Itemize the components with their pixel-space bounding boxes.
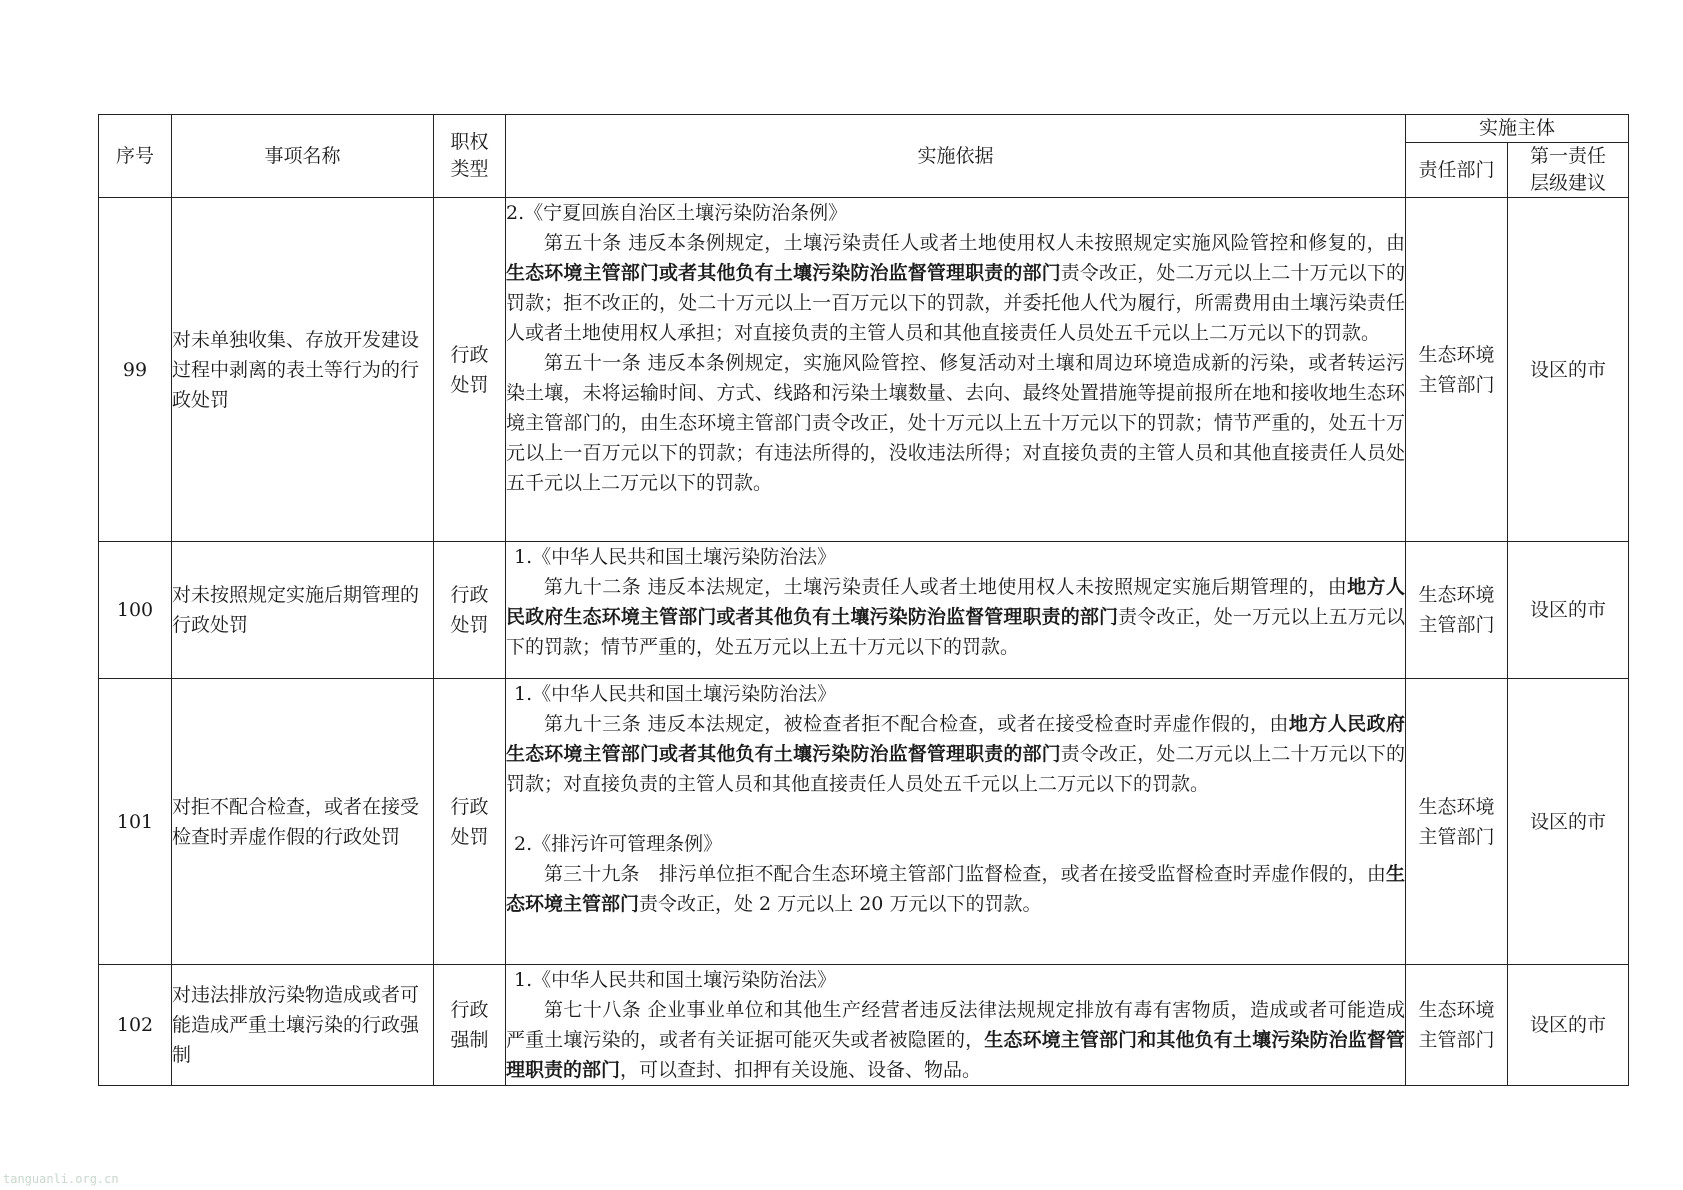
article-text: 第九十三条 违反本法规定，被检查者拒不配合检查，或者在接受检查时弄虚作假的，由地方人民政府生态环境主管部门或者其他负有土壤污染防治监督管理职责的部门责令改正，处二万元以上二十万元以下的罚款；对直接负责的主管人员和其他直接责任人员处五千元以上二万元以下的罚款。 <box>506 713 1405 795</box>
article-text: 第九十二条 违反本法规定，土壤污染责任人或者土地使用权人未按照规定实施后期管理的，由地方人民政府生态环境主管部门或者其他负有土壤污染防治监督管理职责的部门责令改正，处一万元以上五万元以下的罚款；情节严重的，处五万元以上五十万元以下的罚款。 <box>506 576 1405 658</box>
table-row <box>99 542 1629 679</box>
article-text: 第七十八条 企业事业单位和其他生产经营者违反法律法规规定排放有毒有害物质，造成或者可能造成严重土壤污染的，或者有关证据可能灭失或者被隐匿的，生态环境主管部门和其他负有土壤污染防治监督管理职责的部门，可以查封、扣押有关设施、设备、物品。 <box>506 999 1405 1081</box>
row-power-type: 行政 强制 <box>434 965 506 1086</box>
row-basis <box>506 965 1406 1086</box>
row-seq: 101 <box>99 679 172 965</box>
article-text: 第五十一条 违反本条例规定，实施风险管控、修复活动对土壤和周边环境造成新的污染，或者转运污染土壤，未将运输时间、方式、线路和污染土壤数量、去向、最终处置措施等提前报所在地和接收地生态环境主管部门的，由生态环境主管部门责令改正，处十万元以上五十万元以下的罚款；情节严重的，处五十万元以上一百万元以下的罚款；有违法所得的，没收违法所得；对直接负责的主管人员和其他直接责任人员处五千元以上二万元以下的罚款。 <box>506 352 1405 494</box>
row-dept: 生态环境 主管部门 <box>1406 679 1508 965</box>
row-level: 设区的市 <box>1508 965 1629 1086</box>
table-row <box>99 679 1629 965</box>
header-basis: 实施依据 <box>506 115 1406 198</box>
law-title: 1.《中华人民共和国土壤污染防治法》 <box>514 969 837 991</box>
header-seq: 序号 <box>99 115 172 198</box>
row-seq: 99 <box>99 198 172 542</box>
watermark: tanguanli.org.cn <box>3 1172 119 1186</box>
article-text: 第五十条 违反本条例规定，土壤污染责任人或者土地使用权人未按照规定实施风险管控和修复的，由生态环境主管部门或者其他负有土壤污染防治监督管理职责的部门责令改正，处二万元以上二十万元以下的罚款；拒不改正的，处二十万元以上一百万元以下的罚款，并委托他人代为履行，所需费用由土壤污染责任人或者土地使用权人承担；对直接负责的主管人员和其他直接责任人员处五千元以上二万元以下的罚款。 <box>506 232 1405 344</box>
law-title: 1.《中华人民共和国土壤污染防治法》 <box>514 546 837 568</box>
row-level: 设区的市 <box>1508 198 1629 542</box>
row-power-type: 行政 处罚 <box>434 542 506 679</box>
table-row <box>99 198 1629 542</box>
row-seq: 100 <box>99 542 172 679</box>
row-item-name: 对违法排放污染物造成或者可能造成严重土壤污染的行政强制 <box>172 965 434 1086</box>
row-basis <box>506 679 1406 965</box>
enforcement-table <box>98 114 1629 1086</box>
row-dept: 生态环境 主管部门 <box>1406 965 1508 1086</box>
table-header <box>99 115 1629 198</box>
header-subject: 实施主体 <box>1406 115 1629 143</box>
row-power-type: 行政 处罚 <box>434 679 506 965</box>
law-title: 2.《宁夏回族自治区土壤污染防治条例》 <box>506 202 848 224</box>
header-type: 职权 类型 <box>434 115 506 198</box>
row-item-name: 对未单独收集、存放开发建设过程中剥离的表土等行为的行政处罚 <box>172 198 434 542</box>
row-seq: 102 <box>99 965 172 1086</box>
row-level: 设区的市 <box>1508 679 1629 965</box>
header-level: 第一责任 层级建议 <box>1508 143 1629 198</box>
header-name: 事项名称 <box>172 115 434 198</box>
article-text: 第三十九条 排污单位拒不配合生态环境主管部门监督检查，或者在接受监督检查时弄虚作假的，由生态环境主管部门责令改正，处 2 万元以上 20 万元以下的罚款。 <box>506 863 1405 915</box>
law-title: 1.《中华人民共和国土壤污染防治法》 <box>514 683 837 705</box>
row-basis <box>506 542 1406 679</box>
table-row <box>99 965 1629 1086</box>
row-power-type: 行政 处罚 <box>434 198 506 542</box>
row-dept: 生态环境 主管部门 <box>1406 198 1508 542</box>
law-title: 2.《排污许可管理条例》 <box>514 833 723 855</box>
row-level: 设区的市 <box>1508 542 1629 679</box>
row-item-name: 对未按照规定实施后期管理的行政处罚 <box>172 542 434 679</box>
row-dept: 生态环境 主管部门 <box>1406 542 1508 679</box>
header-dept: 责任部门 <box>1406 143 1508 198</box>
row-basis <box>506 198 1406 542</box>
row-item-name: 对拒不配合检查，或者在接受检查时弄虚作假的行政处罚 <box>172 679 434 965</box>
